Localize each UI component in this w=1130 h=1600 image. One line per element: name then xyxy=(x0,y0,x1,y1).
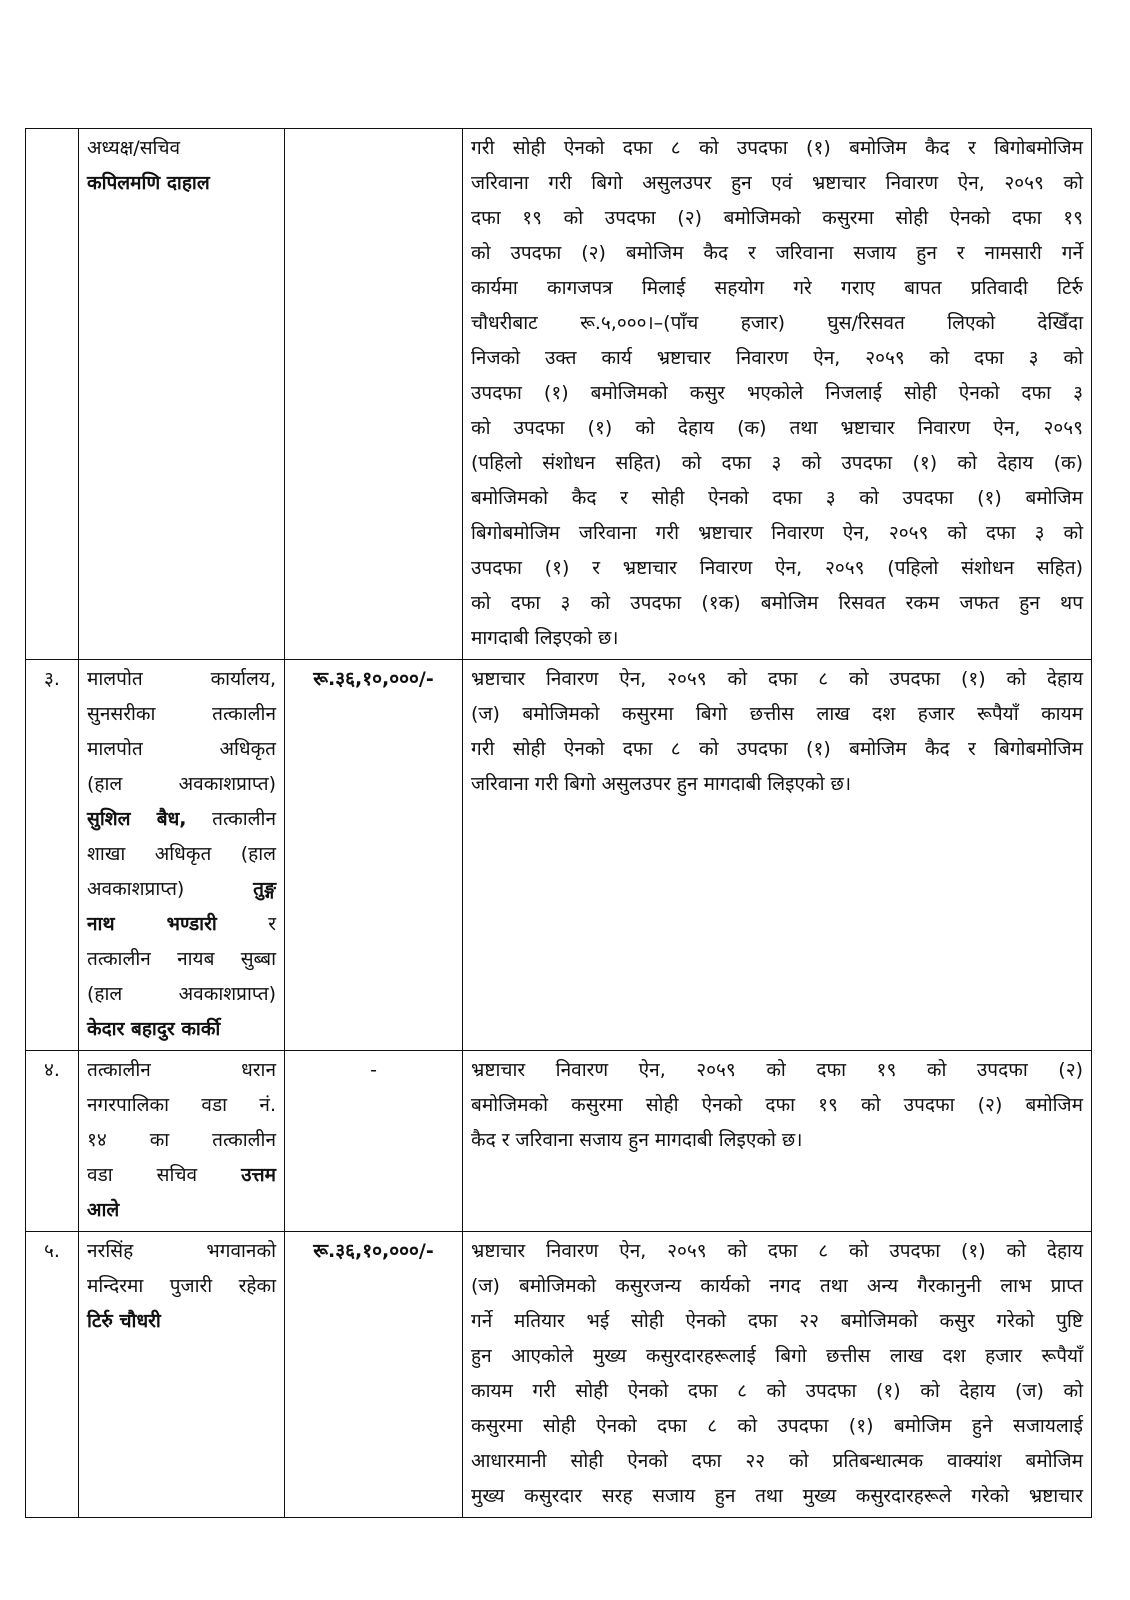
party-line-rest: र xyxy=(216,913,276,935)
serial-cell xyxy=(26,129,79,660)
party-name: कपिलमणि दाहाल xyxy=(87,172,210,194)
party-name: केदार बहादुर कार्की xyxy=(87,1018,221,1040)
text-line: उपदफा (१) र भ्रष्टाचार निवारण ऐन, २०५९ (पहिलो संशोधन सहित) xyxy=(471,557,1083,579)
party-name: नाथ भण्डारी xyxy=(87,913,217,935)
party-name: तुङ्ग xyxy=(253,878,276,900)
text-line: कार्यमा कागजपत्र मिलाई सहयोग गरे गराए बापत प्रतिवादी टिर्रु xyxy=(471,277,1083,299)
claim-text-cell xyxy=(463,1051,1092,1232)
party-line-rest: तत्कालीन xyxy=(186,808,276,830)
text-line: बमोजिमको कसुरमा सोही ऐनको दफा १९ को उपदफा (२) बमोजिम xyxy=(471,1094,1083,1116)
amount-value: रू.३६,१०,०००/- xyxy=(313,1240,434,1262)
text-line: उपदफा (१) बमोजिमको कसुर भएकोले निजलाई सोही ऐनको दफा ३ xyxy=(471,382,1083,404)
text-line: दफा १९ को उपदफा (२) बमोजिमको कसुरमा सोही ऐनको दफा १९ xyxy=(471,207,1083,229)
text-line: को उपदफा (१) को देहाय (क) तथा भ्रष्टाचार निवारण ऐन, २०५९ xyxy=(471,417,1083,439)
text-line: मुख्य कसुरदार सरह सजाय हुन तथा मुख्य कसुरदारहरूले गरेको भ्रष्टाचार xyxy=(471,1485,1083,1507)
amount-value: - xyxy=(370,1059,377,1081)
party-line: सुनसरीका तत्कालीन xyxy=(87,703,276,725)
party-line: शाखा अधिकृत (हाल xyxy=(87,843,276,865)
party-line-prefix: अवकाशप्राप्त) xyxy=(87,878,254,900)
party-line: तत्कालीन धरान xyxy=(87,1059,276,1081)
party-line xyxy=(87,907,276,942)
text-line: गरी सोही ऐनको दफा ८ को उपदफा (१) बमोजिम कैद र बिगोबमोजिम xyxy=(471,137,1083,159)
serial-cell: ३. xyxy=(26,660,79,1051)
text-line: (ज) बमोजिमको कसुरमा बिगो छत्तीस लाख दश हजार रूपैयाँ कायम xyxy=(471,703,1083,725)
party-line: नरसिंह भगवानको xyxy=(87,1240,276,1262)
party-line: मालपोत कार्यालय, xyxy=(87,668,276,690)
text-line: मागदाबी लिइएको छ। xyxy=(471,627,619,649)
text-line: गरी सोही ऐनको दफा ८ को उपदफा (१) बमोजिम कैद र बिगोबमोजिम xyxy=(471,738,1083,760)
party-line: मालपोत अधिकृत xyxy=(87,738,276,760)
party-line: अध्यक्ष/सचिव xyxy=(87,137,181,159)
table-row xyxy=(26,660,1092,1051)
party-name: सुशिल बैध, xyxy=(87,808,187,830)
claim-text-cell xyxy=(463,660,1092,1051)
amount-cell xyxy=(285,129,463,660)
party-line: तत्कालीन नायब सुब्बा xyxy=(87,948,276,970)
party-line: (हाल अवकाशप्राप्त) xyxy=(87,773,276,795)
table-row xyxy=(26,1051,1092,1232)
case-table xyxy=(25,128,1092,1518)
amount-cell xyxy=(285,1232,463,1518)
amount-value: रू.३६,१०,०००/- xyxy=(313,668,434,690)
party-name: आले xyxy=(87,1199,120,1221)
text-line: चौधरीबाट रू.५,०००।–(पाँच हजार) घुस/रिसवत लिएको देखिँदा xyxy=(471,312,1083,334)
party-name: टिर्रु चौधरी xyxy=(87,1310,161,1332)
party-cell xyxy=(79,660,285,1051)
party-cell xyxy=(79,1232,285,1518)
text-line: कैद र जरिवाना सजाय हुन मागदाबी लिइएको छ। xyxy=(471,1129,803,1151)
text-line: को दफा ३ को उपदफा (१क) बमोजिम रिसवत रकम जफत हुन थप xyxy=(471,592,1083,614)
party-name: उत्तम xyxy=(241,1164,276,1186)
amount-cell xyxy=(285,660,463,1051)
party-line: मन्दिरमा पुजारी रहेका xyxy=(87,1275,276,1297)
party-line xyxy=(87,1158,276,1193)
text-line: जरिवाना गरी बिगो असुलउपर हुन मागदाबी लिइएको छ। xyxy=(471,773,852,795)
text-line: को उपदफा (२) बमोजिम कैद र जरिवाना सजाय हुन र नामसारी गर्ने xyxy=(471,242,1083,264)
party-line-prefix: वडा सचिव xyxy=(87,1164,242,1186)
text-line: कायम गरी सोही ऐनको दफा ८ को उपदफा (१) को देहाय (ज) को xyxy=(471,1380,1083,1402)
text-line: बमोजिमको कैद र सोही ऐनको दफा ३ को उपदफा (१) बमोजिम xyxy=(471,487,1083,509)
text-line: जरिवाना गरी बिगो असुलउपर हुन एवं भ्रष्टाचार निवारण ऐन, २०५९ को xyxy=(471,172,1083,194)
text-line: (ज) बमोजिमको कसुरजन्य कार्यको नगद तथा अन्य गैरकानुनी लाभ प्राप्त xyxy=(471,1275,1083,1297)
text-line: आधारमानी सोही ऐनको दफा २२ को प्रतिबन्धात्मक वाक्यांश बमोजिम xyxy=(471,1450,1083,1472)
party-line xyxy=(87,872,276,907)
text-line: (पहिलो संशोधन सहित) को दफा ३ को उपदफा (१) को देहाय (क) xyxy=(471,452,1083,474)
serial-cell: ४. xyxy=(26,1051,79,1232)
claim-text-cell xyxy=(463,129,1092,660)
text-line: गर्ने मतियार भई सोही ऐनको दफा २२ बमोजिमको कसुर गरेको पुष्टि xyxy=(471,1310,1083,1332)
party-cell xyxy=(79,1051,285,1232)
table-row xyxy=(26,1232,1092,1518)
party-cell xyxy=(79,129,285,660)
text-line: बिगोबमोजिम जरिवाना गरी भ्रष्टाचार निवारण ऐन, २०५९ को दफा ३ को xyxy=(471,522,1083,544)
party-line: १४ का तत्कालीन xyxy=(87,1129,276,1151)
party-line: नगरपालिका वडा नं. xyxy=(87,1094,276,1116)
text-line: कसुरमा सोही ऐनको दफा ८ को उपदफा (१) बमोजिम हुने सजायलाई xyxy=(471,1415,1083,1437)
text-line: हुन आएकोले मुख्य कसुरदारहरूलाई बिगो छत्तीस लाख दश हजार रूपैयाँ xyxy=(471,1345,1083,1367)
claim-text-cell xyxy=(463,1232,1092,1518)
amount-cell xyxy=(285,1051,463,1232)
table-row xyxy=(26,129,1092,660)
text-line: भ्रष्टाचार निवारण ऐन, २०५९ को दफा ८ को उपदफा (१) को देहाय xyxy=(471,668,1083,690)
party-line: (हाल अवकाशप्राप्त) xyxy=(87,983,276,1005)
text-line: भ्रष्टाचार निवारण ऐन, २०५९ को दफा ८ को उपदफा (१) को देहाय xyxy=(471,1240,1083,1262)
serial-cell: ५. xyxy=(26,1232,79,1518)
party-line xyxy=(87,802,276,837)
text-line: निजको उक्त कार्य भ्रष्टाचार निवारण ऐन, २०५९ को दफा ३ को xyxy=(471,347,1083,369)
text-line: भ्रष्टाचार निवारण ऐन, २०५९ को दफा १९ को उपदफा (२) xyxy=(471,1059,1083,1081)
